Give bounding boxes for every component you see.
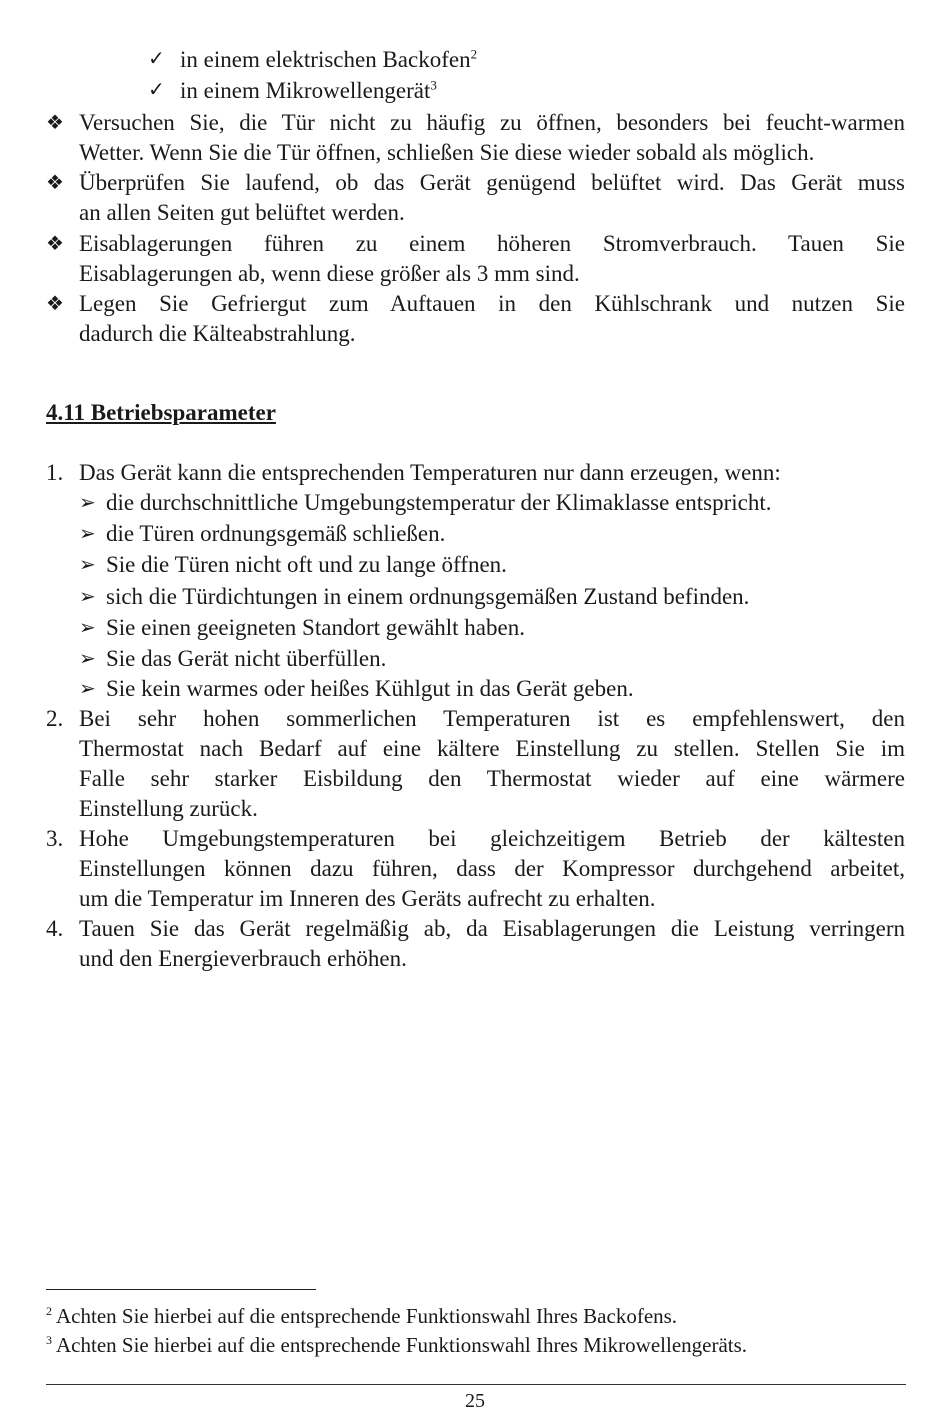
arrow-bullet-icon: ➢: [79, 554, 96, 576]
footnote-separator: [46, 1289, 316, 1290]
numbered-line: Einstellung zurück.: [79, 796, 258, 821]
section-heading: 4.11 Betriebsparameter: [46, 400, 276, 425]
arrow-bullet-icon: ➢: [79, 492, 96, 514]
check-item: in einem Mikrowellengerät$^3$: [180, 77, 437, 103]
numbered-line: Hohe Umgebungstemperaturen bei gleichzeitigem Betrieb der kältesten: [79, 826, 905, 851]
numbered-line: Tauen Sie das Gerät regelmäßig ab, da Eisablagerungen die Leistung verringern: [79, 916, 905, 941]
arrow-bullet-icon: ➢: [79, 523, 96, 545]
diamond-bullet-icon: ❖: [46, 112, 64, 134]
numbered-line: Einstellungen können dazu führen, dass der Kompressor durchgehend arbeitet,: [79, 856, 905, 881]
item-number: 1.: [46, 460, 64, 485]
tip-line: Legen Sie Gefriergut zum Auftauen in den Kühlschrank und nutzen Sie: [79, 291, 905, 316]
diamond-bullet-icon: ❖: [46, 172, 64, 194]
numbered-line: Das Gerät kann die entsprechenden Temperaturen nur dann erzeugen, wenn:: [79, 460, 781, 485]
tip-line: Versuchen Sie, die Tür nicht zu häufig zu öffnen, besonders bei feucht-warmen: [79, 110, 905, 135]
item-number: 3.: [46, 826, 64, 851]
tip-line: Eisablagerungen führen zu einem höheren Stromverbrauch. Tauen Sie: [79, 231, 905, 256]
tip-line: dadurch die Kälteabstrahlung.: [79, 321, 356, 346]
item-number: 2.: [46, 706, 64, 731]
arrow-bullet-icon: ➢: [79, 648, 96, 670]
numbered-line: um die Temperatur im Inneren des Geräts aufrecht zu erhalten.: [79, 886, 656, 911]
numbered-line: Bei sehr hohen sommerlichen Temperaturen ist es empfehlenswert, den: [79, 706, 905, 731]
condition-item: Sie die Türen nicht oft und zu lange öffnen.: [106, 552, 507, 577]
condition-item: sich die Türdichtungen in einem ordnungsgemäßen Zustand befinden.: [106, 584, 750, 609]
condition-item: die durchschnittliche Umgebungstemperatur der Klimaklasse entspricht.: [106, 490, 772, 515]
check-icon: ✓: [148, 48, 165, 70]
check-item: in einem elektrischen Backofen$^2$: [180, 46, 478, 72]
tip-line: Überprüfen Sie laufend, ob das Gerät genügend belüftet wird. Das Gerät muss: [79, 170, 905, 195]
footnote: $^3$ Achten Sie hierbei auf die entsprechende Funktionswahl Ihres Mikrowellengeräts.: [46, 1333, 748, 1357]
footer-rule: [46, 1384, 906, 1385]
arrow-bullet-icon: ➢: [79, 617, 96, 639]
condition-item: Sie kein warmes oder heißes Kühlgut in das Gerät geben.: [106, 676, 634, 701]
arrow-bullet-icon: ➢: [79, 678, 96, 700]
condition-item: Sie einen geeigneten Standort gewählt haben.: [106, 615, 525, 640]
page-number: 25: [465, 1390, 485, 1412]
tip-line: Eisablagerungen ab, wenn diese größer als 3 mm sind.: [79, 261, 580, 286]
check-icon: ✓: [148, 79, 165, 101]
footnote: $^2$ Achten Sie hierbei auf die entsprechende Funktionswahl Ihres Backofens.: [46, 1304, 678, 1328]
tip-line: an allen Seiten gut belüftet werden.: [79, 200, 405, 225]
arrow-bullet-icon: ➢: [79, 586, 96, 608]
condition-item: Sie das Gerät nicht überfüllen.: [106, 646, 387, 671]
numbered-line: und den Energieverbrauch erhöhen.: [79, 946, 407, 971]
item-number: 4.: [46, 916, 64, 941]
numbered-line: Falle sehr starker Eisbildung den Thermostat wieder auf eine wärmere: [79, 766, 905, 791]
tip-line: Wetter. Wenn Sie die Tür öffnen, schließen Sie diese wieder sobald als möglich.: [79, 140, 815, 165]
numbered-line: Thermostat nach Bedarf auf eine kältere Einstellung zu stellen. Stellen Sie im: [79, 736, 905, 761]
diamond-bullet-icon: ❖: [46, 293, 64, 315]
condition-item: die Türen ordnungsgemäß schließen.: [106, 521, 446, 546]
diamond-bullet-icon: ❖: [46, 233, 64, 255]
